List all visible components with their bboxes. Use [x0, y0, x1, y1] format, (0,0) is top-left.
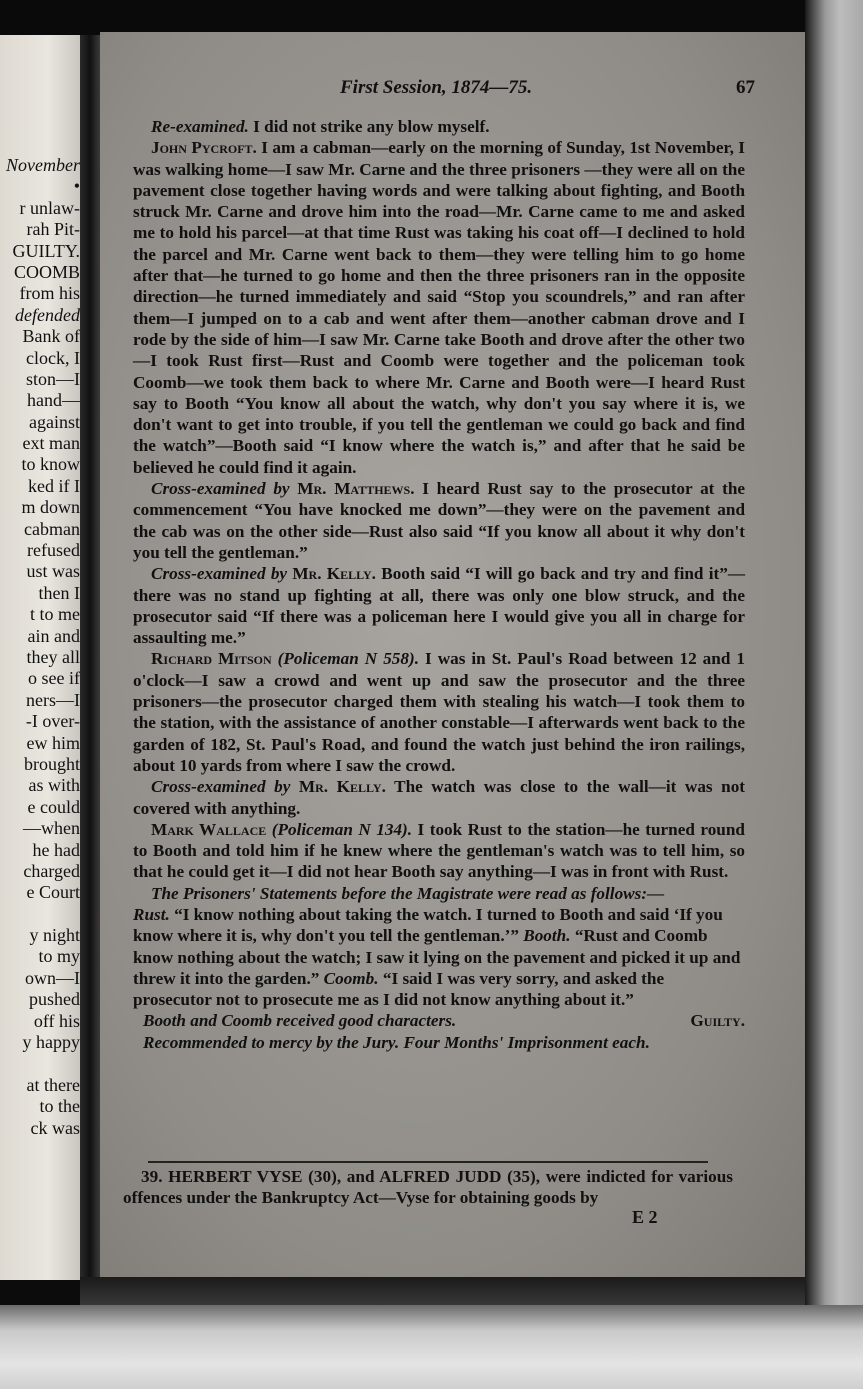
left-page-line: pushed [29, 989, 80, 1010]
page-body [133, 116, 745, 1053]
left-page-line: hand— [27, 390, 80, 411]
left-page-line: GUILTY. [12, 240, 80, 261]
paragraph: Mark Wallace (Policeman N 134). I took Rust to the station—he turned round to Booth and told him if he knew where the gentleman's watch was to tell him, so that he could get it—I did not hear Booth say anything—I was in front with Rust. [133, 819, 745, 882]
left-page-line: at there [26, 1074, 80, 1095]
left-page-line: ked if I [28, 475, 80, 496]
prisoners-statements: Rust. “I know nothing about taking the watch. I turned to Booth and said ‘If you know where it is, why don't you tell the gentleman.’” Booth. “Rust and Coomb know nothing about the watch; I saw it lying on the pavement and picked it up and threw it into the garden.” Coomb. “I said I was very sorry, and asked the prosecutor not to prosecute me as I did not know anything about it.” [133, 904, 741, 1010]
left-page-line [0, 1053, 80, 1074]
left-page-line: ain and [27, 625, 80, 646]
left-page-line: against [29, 411, 80, 432]
left-page-line: as with [28, 775, 80, 796]
paragraph: Richard Mitson (Policeman N 558). I was in St. Paul's Road between 12 and 1 o'clock—I saw a crowd and went up and saw the prosecutor and the three prisoners—the prosecutor charged them with stealing his watch—I took them to the station, with the assistance of another constable—I afterwards went back to the garden of 182, St. Paul's Road, and found the watch just behind the iron railings, about 10 yards from where I saw the crowd. [133, 649, 745, 775]
left-page-line: defended [15, 304, 80, 325]
left-page-line: y happy [22, 1032, 80, 1053]
left-page-line: cabman [24, 518, 80, 539]
left-page-line: to the [39, 1096, 80, 1117]
left-page-line: r unlaw- [19, 197, 80, 218]
signature-mark: E 2 [632, 1207, 658, 1227]
left-page-line: he had [32, 839, 80, 860]
left-page-line: own—I [25, 967, 80, 988]
paragraph: John Pycroft. I am a cabman—early on the morning of Sunday, 1st November, I was walking home—I saw Mr. Carne and the three prisoners —they were all on the pavement close together having words and were talking about fighting, and Booth struck Mr. Carne and drove him into the road—Mr. Carne came to me and asked me to hold his parcel—at that time Rust was taking his coat off—I declined to hold the parcel and Mr. Carne went back to them—they were telling him to go home after that—he turned to go home and then the three prisoners ran in the opposite direction—he turned immediately and said “Stop you scoundrels,” and ran after them—I jumped on to a cab and went after them—another cabman drove and I rode by the side of him—I saw Mr. Carne take Booth and drove after the other two—I took Rust first—Rust and Coomb were together and the policeman took Coomb—we took them back to where Mr. Carne and Booth were—I heard Rust say to Booth “You know all about the watch, why don't you say where it is, we don't want to get into trouble, if you tell the gentleman we could go back and find the watch”—Booth said “I know where the watch is,” and after that he said be believed he could find it again. [133, 138, 745, 477]
page-number: 67 [736, 77, 755, 98]
left-page-line: ck was [30, 1117, 80, 1138]
left-page-line [0, 904, 80, 925]
left-page-line: brought [24, 753, 80, 774]
left-page-edge [0, 35, 80, 1280]
left-page-line: Bank of [22, 326, 80, 347]
case-39 [123, 1166, 733, 1209]
paragraph: Cross-examined by Mr. Kelly. The watch was close to the wall—it was not covered with anything. [133, 777, 746, 818]
left-page-line: refused [27, 540, 80, 561]
left-page-line: November [6, 155, 80, 175]
running-title: First Session, 1874—75. [340, 77, 533, 98]
paragraph: Cross-examined by Mr. Kelly. Booth said “I will go back and try and find it”—there was no stand up fighting at all, there was only one blow struck, and the prosecutor said “If there was a policeman here I would give you all in charge for assaulting me.” [133, 564, 746, 648]
left-page-line: m down [21, 497, 80, 518]
left-page-line: ners—I [26, 689, 80, 710]
left-page-line: t to me [30, 604, 80, 625]
page-bottom-shadow [80, 1277, 805, 1307]
character-line: Booth and Coomb received good characters. [143, 1011, 457, 1031]
verdict: Guilty. [690, 1011, 745, 1031]
paragraph: Re-examined. I did not strike any blow myself. [151, 117, 490, 136]
left-page-line: ext man [22, 433, 80, 454]
case-divider-rule [148, 1161, 708, 1163]
paragraph: Cross-examined by Mr. Matthews. I heard Rust say to the prosecutor at the commencement “You have knocked me down”—they were on the pavement and the cab was on the other side—Rust also said “If you know all about it why don't you tell the gentleman.” [133, 479, 746, 562]
left-page-line: off his [33, 1010, 80, 1031]
left-page-line: to my [38, 946, 80, 967]
right-page-edge [805, 0, 863, 1305]
scan-bottom-edge [0, 1305, 863, 1389]
left-page-line: charged [23, 860, 80, 881]
sentence: Recommended to mercy by the Jury. Four Months' Imprisonment each. [143, 1032, 650, 1052]
left-page-line: they all [26, 646, 80, 667]
left-page-line: —when [23, 818, 80, 839]
left-page-line: COOMB [13, 261, 80, 282]
left-page-line: e could [27, 796, 80, 817]
statements-heading: The Prisoners' Statements before the Magistrate were read as follows:— [151, 883, 665, 903]
case-39-text: 39. HERBERT VYSE (30), and ALFRED JUDD (35), were indicted for various offences under the Bankruptcy Act—Vyse for obtaining goods by [123, 1167, 733, 1208]
left-page-line: rah Pit- [26, 219, 80, 240]
left-page-line: from his [19, 283, 80, 304]
left-page-text [0, 155, 80, 1139]
left-page-line: ston—I [26, 368, 80, 389]
book-gutter [80, 35, 100, 1285]
left-page-line: y night [29, 925, 80, 946]
character-and-verdict [133, 1010, 745, 1031]
left-page-line: to know [21, 454, 80, 475]
page-header [340, 77, 760, 103]
left-page-line: • [73, 176, 80, 197]
left-page-line: clock, I [26, 347, 80, 368]
left-page-line: ew him [26, 732, 80, 753]
left-page-line: o see if [28, 668, 80, 689]
left-page-line: e Court [26, 882, 80, 903]
left-page-line: then I [38, 582, 80, 603]
left-page-line: ust was [26, 561, 80, 582]
left-page-line: -I over- [25, 711, 80, 732]
